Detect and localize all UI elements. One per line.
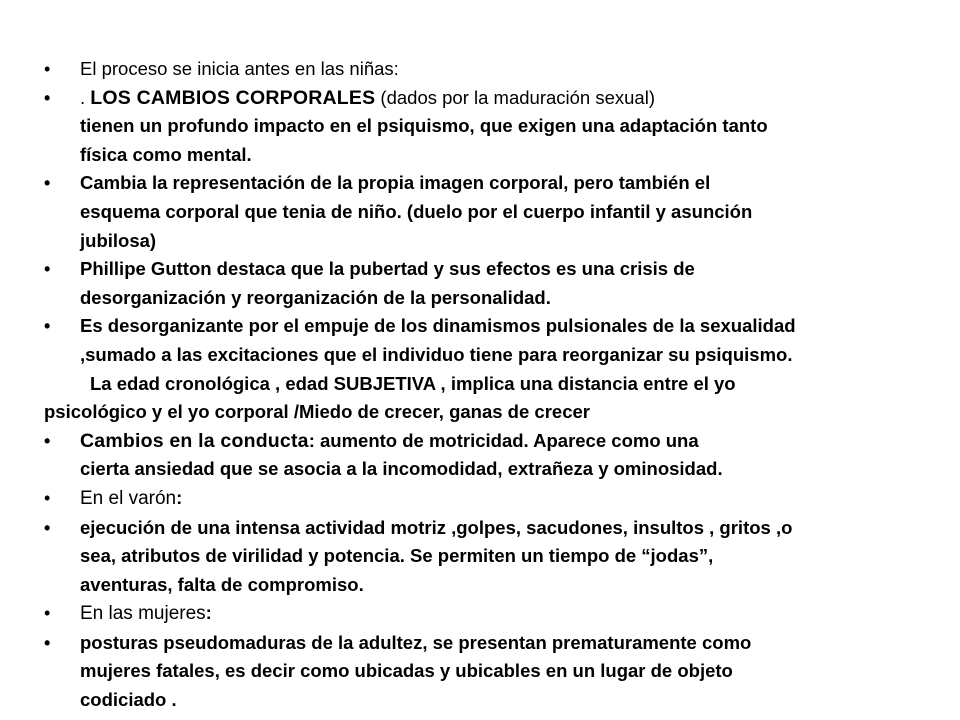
- bullet-item-mujeres: [44, 599, 944, 629]
- heading-mujeres: En las mujeres: [80, 603, 206, 625]
- bullet-prefix: .: [80, 86, 91, 108]
- bullet-item-posturas: [44, 629, 944, 715]
- bullet-line: posturas pseudomaduras de la adultez, se presentan prematuramente como: [80, 631, 752, 653]
- bullet-line: ejecución de una intensa actividad motriz ,golpes, sacudones, insultos , gritos ,o: [80, 516, 793, 538]
- bullet-line: mujeres fatales, es decir como ubicadas y ubicables en un lugar de objeto: [80, 660, 733, 682]
- bullet-item-desorganizante: [44, 312, 944, 369]
- bullet-item-ejecucion: [44, 514, 944, 600]
- heading-varon: En el varón: [80, 487, 177, 509]
- paren-text: (dados por la maduración sexual): [375, 86, 655, 108]
- bullet-line: esquema corporal que tenia de niño. (duelo por el cuerpo infantil y asunción: [80, 200, 753, 222]
- bullet-line: codiciado .: [80, 689, 177, 711]
- edad-line: psicológico y el yo corporal /Miedo de crecer, ganas de crecer: [44, 401, 590, 423]
- bullet-item-gutton: [44, 255, 944, 312]
- edad-line: La edad cronológica , edad SUBJETIVA , implica una distancia entre el yo: [90, 372, 736, 394]
- bullet-text: El proceso se inicia antes en las niñas:: [80, 58, 399, 79]
- bullet-line: Es desorganizante por el empuje de los dinamismos pulsionales de la sexualidad: [80, 315, 796, 337]
- bullet-line: Phillipe Gutton destaca que la pubertad y sus efectos es una crisis de: [80, 258, 695, 280]
- bullet-item-varon: [44, 484, 944, 514]
- bullet-line: Cambia la representación de la propia imagen corporal, pero también el: [80, 172, 711, 194]
- heading-colon: :: [176, 486, 183, 508]
- paragraph-edad: [44, 370, 944, 427]
- bullet-line: aventuras, falta de compromiso.: [80, 573, 364, 595]
- slide-content: [44, 55, 944, 715]
- bullet-line: cierta ansiedad que se asocia a la incomodidad, extrañeza y ominosidad.: [80, 458, 723, 480]
- bullet-line: tienen un profundo impacto en el psiquismo, que exigen una adaptación tanto: [80, 115, 768, 137]
- heading-cambios-corporales: LOS CAMBIOS CORPORALES: [90, 86, 376, 109]
- bullet-line: jubilosa): [80, 229, 157, 251]
- bullet-item-conducta: [44, 427, 944, 484]
- bullet-line: sea, atributos de virilidad y potencia. Se permiten un tiempo de “jodas”,: [80, 545, 714, 567]
- bullet-item-cambios-corporales: [44, 84, 944, 170]
- bullet-line: desorganización y reorganización de la personalidad.: [80, 286, 551, 308]
- bullet-line: física como mental.: [80, 143, 252, 165]
- bullet-item-1: [44, 55, 944, 84]
- bullet-item-representacion: [44, 169, 944, 255]
- bullet-line: ,sumado a las excitaciones que el individuo tiene para reorganizar su psiquismo.: [80, 343, 793, 365]
- bullet-line: : aumento de motricidad. Aparece como una: [308, 429, 699, 451]
- heading-conducta: Cambios en la conducta: [80, 429, 309, 452]
- heading-colon: :: [205, 602, 212, 624]
